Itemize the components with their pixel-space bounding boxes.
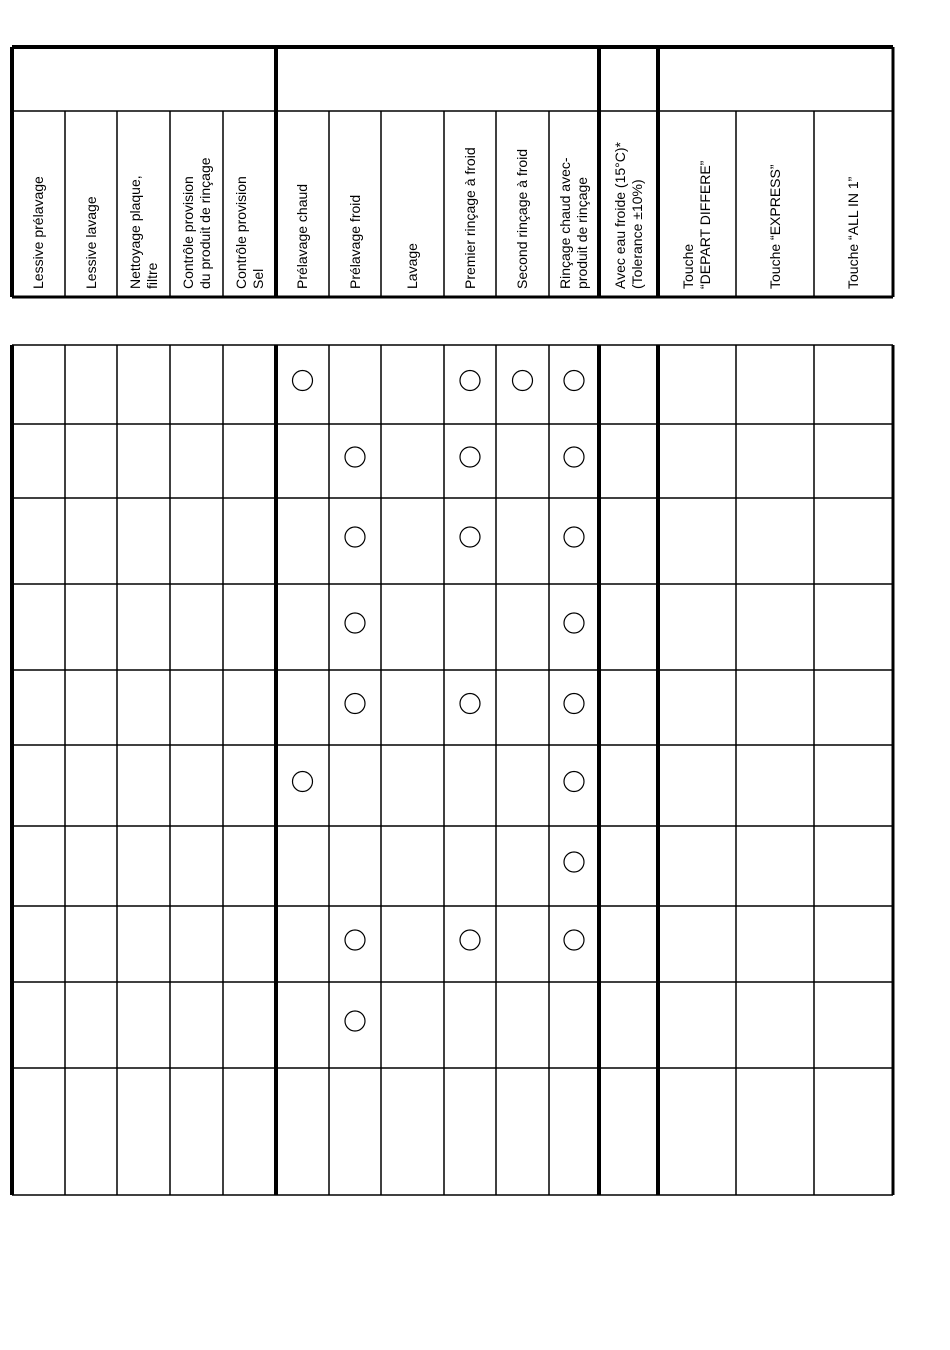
- column-header-label: Avec eau froide (15°C)* (Tolerance ±10%): [611, 142, 645, 289]
- column-header-label: Lessive lavage: [82, 196, 99, 289]
- phase-circle-mark: [460, 930, 480, 950]
- phase-circle-mark: [564, 371, 584, 391]
- column-header-label: Lessive prélavage: [30, 176, 46, 289]
- column-header-label: Contrôle provision Sel: [232, 176, 266, 289]
- phase-circle-mark: [293, 371, 313, 391]
- column-header-label: Second rinçage à froid: [514, 148, 530, 289]
- column-header-label: Touche “ALL IN 1”: [845, 176, 861, 289]
- column-header-label: Contrôle provision du produit de rinçage: [179, 157, 213, 289]
- phase-circle-mark: [460, 447, 480, 467]
- phase-circle-mark: [564, 447, 584, 467]
- phase-circle-mark: [345, 930, 365, 950]
- column-header-label: Rinçage chaud avec- produit de rinçage: [557, 157, 590, 289]
- phase-circle-mark: [564, 527, 584, 547]
- column-header-label: Premier rinçage à froid: [461, 147, 478, 289]
- phase-circle-mark: [460, 694, 480, 714]
- phase-circle-mark: [345, 613, 365, 633]
- phase-circle-mark: [564, 930, 584, 950]
- phase-circle-mark: [345, 694, 365, 714]
- column-header-label: Touche “EXPRESS”: [766, 164, 783, 289]
- column-header-label: Prélavage chaud: [294, 183, 310, 289]
- column-header-label: Lavage: [404, 243, 420, 289]
- phase-circle-mark: [345, 527, 365, 547]
- phase-circle-mark: [564, 772, 584, 792]
- column-header-label: Touche “DEPART DIFFERE”: [680, 160, 713, 289]
- phase-circle-mark: [513, 371, 533, 391]
- phase-circle-mark: [293, 772, 313, 792]
- phase-circle-mark: [345, 1011, 365, 1031]
- phase-circle-mark: [345, 447, 365, 467]
- column-header-label: Nettoyage plaque, filtre: [126, 175, 160, 289]
- phase-circle-mark: [564, 852, 584, 872]
- phase-circle-mark: [460, 371, 480, 391]
- phase-circle-mark: [564, 613, 584, 633]
- column-header-label: Prélavage froid: [346, 194, 363, 289]
- phase-circle-mark: [564, 694, 584, 714]
- phase-circle-mark: [460, 527, 480, 547]
